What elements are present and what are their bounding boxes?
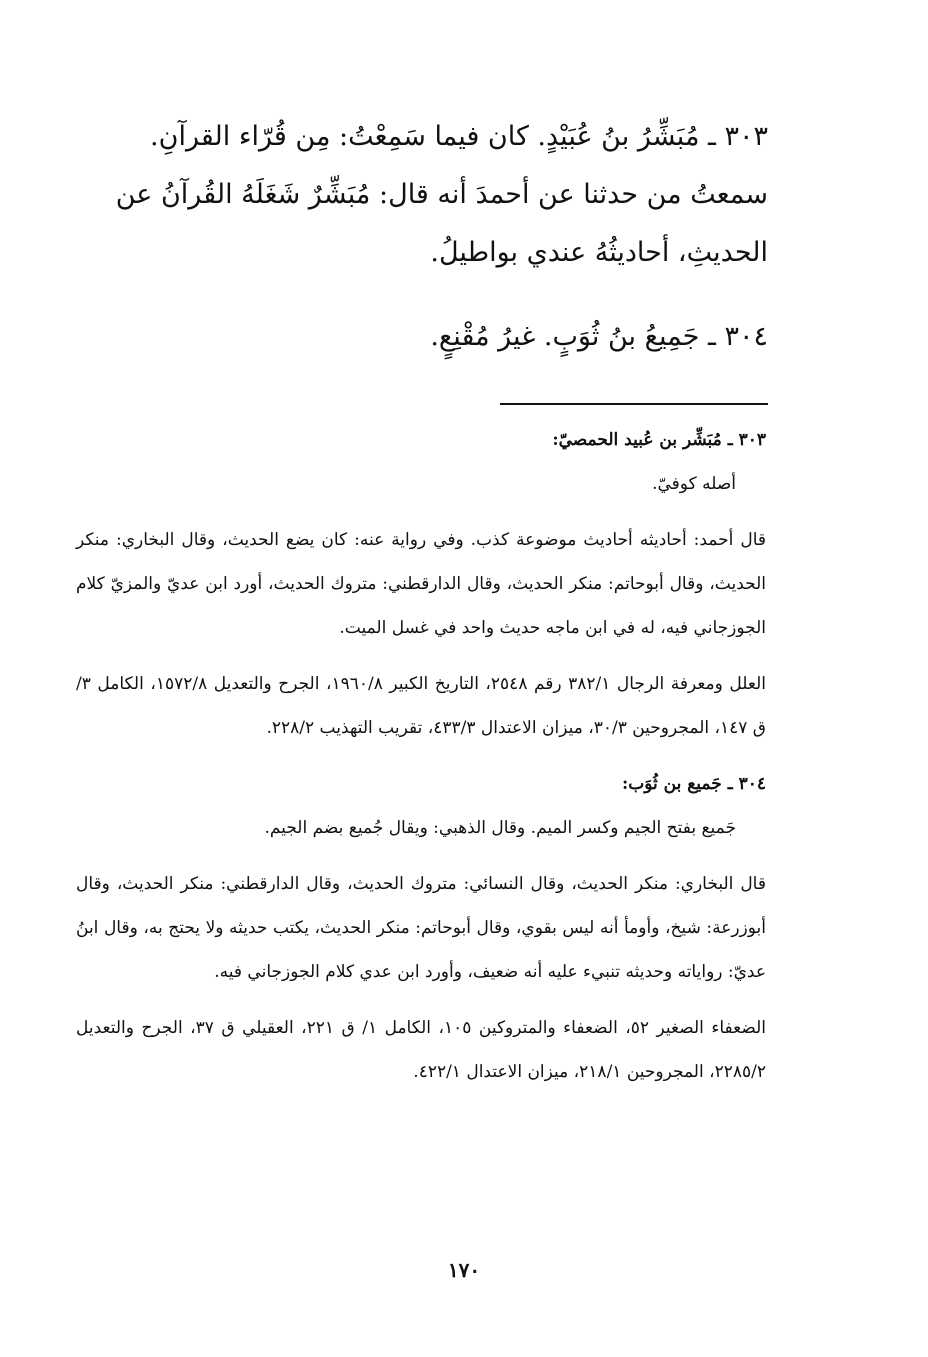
main-text <box>70 108 768 366</box>
note-304-sources: الضعفاء الصغير ٥٢، الضعفاء والمتروكين ١٠٥، الكامل ١/ ق ٢٢١، العقيلي ق ٣٧، الجرح والتعديل ٢٢٨٥/٢، المجروحين ٢١٨/١، ميزان الاعتدال ٤٢٢/١. <box>76 1018 766 1082</box>
note-303-origin: أصله كوفيّ. <box>652 474 736 494</box>
entry-303-line-1: ٣٠٣ ـ مُبَشِّرُ بنُ عُبَيْدٍ. كان فيما سَمِعْتُ: مِن قُرّاء القرآنِ. <box>150 121 768 152</box>
entry-303-line-3: الحديثِ، أحاديثُهُ عندي بواطيلُ. <box>430 237 768 268</box>
page-number: ١٧٠ <box>447 1258 481 1282</box>
note-304-heading: ٣٠٤ ـ جَميع بن ثُوَب: <box>621 774 766 794</box>
footnotes <box>76 418 766 1094</box>
entry-304 <box>70 308 768 366</box>
entry-303 <box>70 108 768 282</box>
note-304-vocalization: جَميع بفتح الجيم وكسر الميم. وقال الذهبي: ويقال جُميع بضم الجيم. <box>264 818 736 838</box>
entry-304-line-1: ٣٠٤ ـ جَمِيعُ بنُ ثُوَبٍ. غيرُ مُقْنِعٍ. <box>430 321 768 352</box>
footnote-divider <box>500 403 768 405</box>
entry-303-line-2: سمعتُ من حدثنا عن أحمدَ أنه قال: مُبَشِّرٌ شَغَلَهُ القُرآنُ عن <box>115 179 768 210</box>
note-303-critique: قال أحمد: أحاديثه أحاديث موضوعة كذب. وفي رواية عنه: كان يضع الحديث، وقال البخاري: منكر الحديث، وقال أبوحاتم: منكر الحديث، وقال الدارقطني: متروك الحديث، أورد ابن عديّ والمزيّ كلام الجوزجاني فيه، له في ابن ماجه حديث واحد في غسل الميت. <box>76 530 766 638</box>
note-303-heading: ٣٠٣ ـ مُبَشِّر بن عُبيد الحمصيّ: <box>552 430 766 450</box>
note-303-sources: العلل ومعرفة الرجال ٣٨٢/١ رقم ٢٥٤٨، التاريخ الكبير ١٩٦٠/٨، الجرح والتعديل ١٥٧٢/٨، الكامل ٣/ ق ١٤٧، المجروحين ٣٠/٣، ميزان الاعتدال ٤٣٣/٣، تقريب التهذيب ٢٢٨/٢. <box>76 674 766 738</box>
note-304-critique: قال البخاري: منكر الحديث، وقال النسائي: متروك الحديث، وقال الدارقطني: منكر الحديث، وقال أبوزرعة: شيخ، وأومأ أنه ليس بقوي، وقال أبوحاتم: منكر الحديث، يكتب حديثه ولا يحتج به، وقال ابنُ عديّ: رواياته وحديثه تنبيء عليه أنه ضعيف، وأورد ابن عدي كلام الجوزجاني فيه. <box>76 874 766 982</box>
